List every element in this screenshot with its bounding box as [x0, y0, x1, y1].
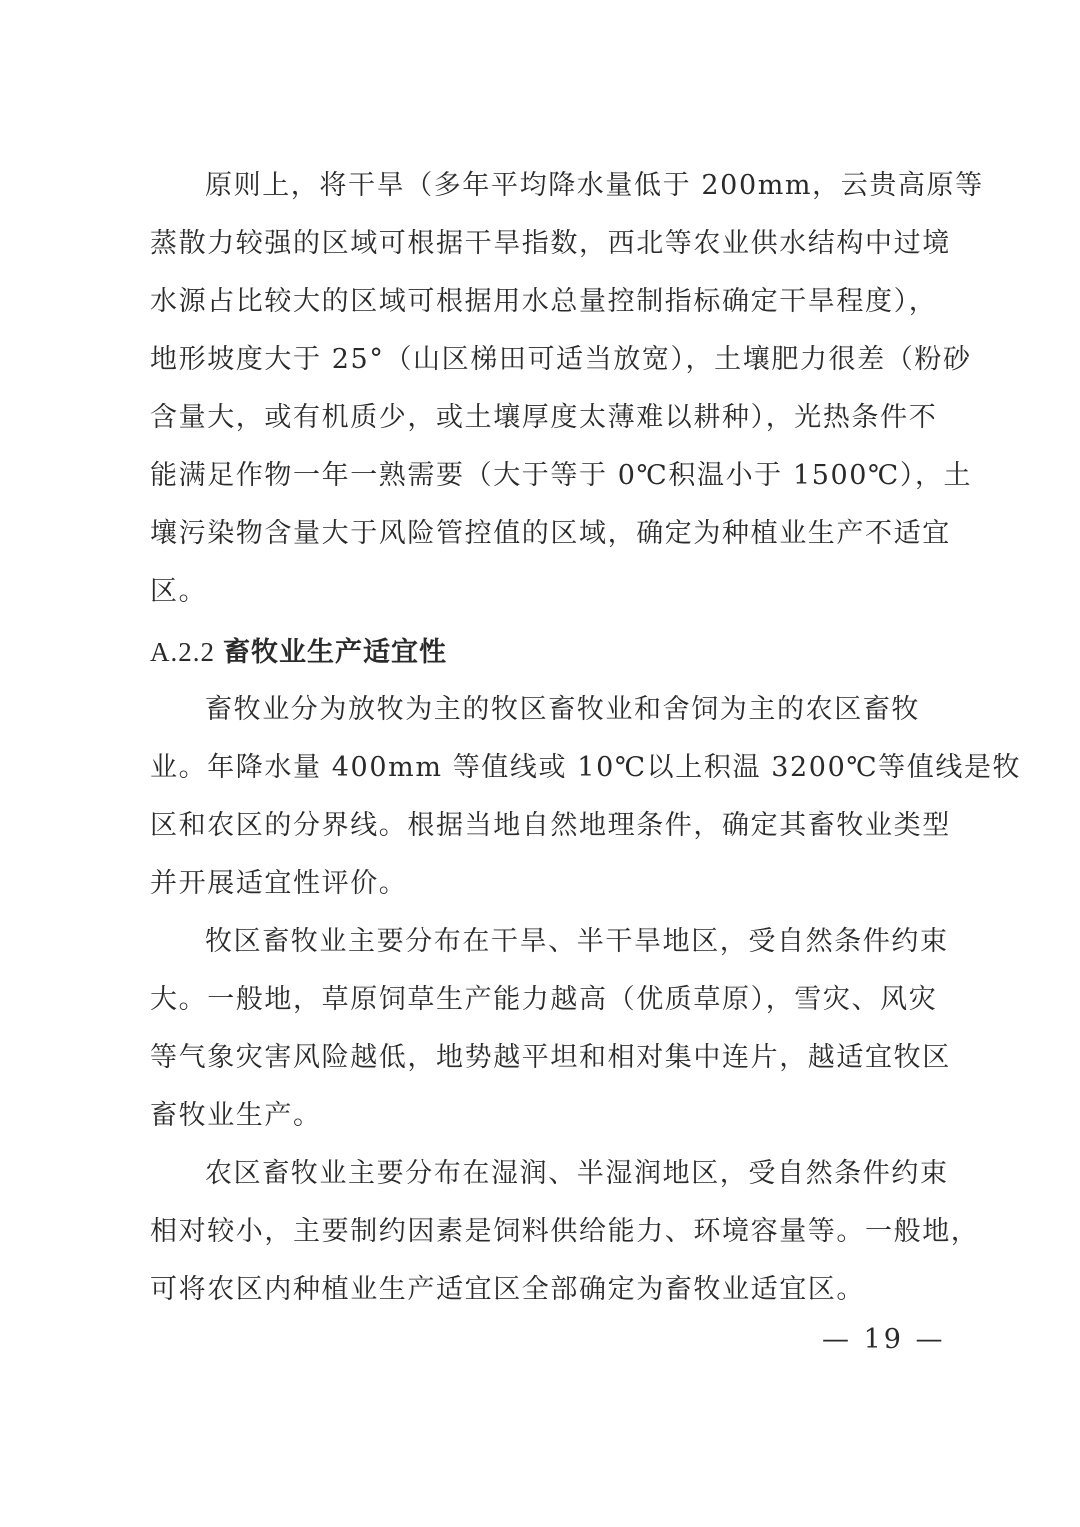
paragraph-2-line-4: 并开展适宜性评价。 [150, 868, 408, 899]
paragraph-3-line-2: 大。一般地，草原饲草生产能力越高（优质草原），雪灾、风灾 [150, 984, 938, 1015]
section-title: 畜牧业生产适宜性 [223, 637, 447, 668]
paragraph-3-line-4: 畜牧业生产。 [150, 1100, 322, 1131]
paragraph-2-line-3: 区和农区的分界线。根据当地自然地理条件，确定其畜牧业类型 [150, 810, 951, 841]
paragraph-1-line-1: 原则上，将干旱（多年平均降水量低于 200mm，云贵高原等 [205, 170, 984, 201]
page-number: — 19 — [822, 1324, 946, 1355]
paragraph-4-line-2: 相对较小，主要制约因素是饲料供给能力、环境容量等。一般地， [150, 1216, 980, 1247]
paragraph-2-line-2: 业。年降水量 400mm 等值线或 10℃以上积温 3200℃等值线是牧 [150, 752, 1022, 783]
paragraph-4-line-3: 可将农区内种植业生产适宜区全部确定为畜牧业适宜区。 [150, 1274, 865, 1305]
paragraph-2-line-1: 畜牧业分为放牧为主的牧区畜牧业和舍饲为主的农区畜牧 [205, 694, 920, 725]
paragraph-1-line-5: 含量大，或有机质少，或土壤厚度太薄难以耕种），光热条件不 [150, 402, 938, 433]
paragraph-1-line-4: 地形坡度大于 25°（山区梯田可适当放宽），土壤肥力很差（粉砂 [150, 344, 972, 375]
paragraph-1-line-7: 壤污染物含量大于风险管控值的区域，确定为种植业生产不适宜 [150, 518, 951, 549]
paragraph-1-line-8: 区。 [150, 576, 208, 607]
paragraph-3-line-1: 牧区畜牧业主要分布在干旱、半干旱地区，受自然条件约束 [205, 926, 949, 957]
paragraph-1-line-6: 能满足作物一年一熟需要（大于等于 0℃积温小于 1500℃），土 [150, 460, 973, 491]
paragraph-1-line-3: 水源占比较大的区域可根据用水总量控制指标确定干旱程度）， [150, 286, 938, 317]
section-heading [150, 634, 447, 671]
section-number: A.2.2 [150, 637, 215, 667]
paragraph-1-line-2: 蒸散力较强的区域可根据干旱指数，西北等农业供水结构中过境 [150, 228, 951, 259]
paragraph-3-line-3: 等气象灾害风险越低，地势越平坦和相对集中连片，越适宜牧区 [150, 1042, 951, 1073]
paragraph-4-line-1: 农区畜牧业主要分布在湿润、半湿润地区，受自然条件约束 [205, 1158, 949, 1189]
